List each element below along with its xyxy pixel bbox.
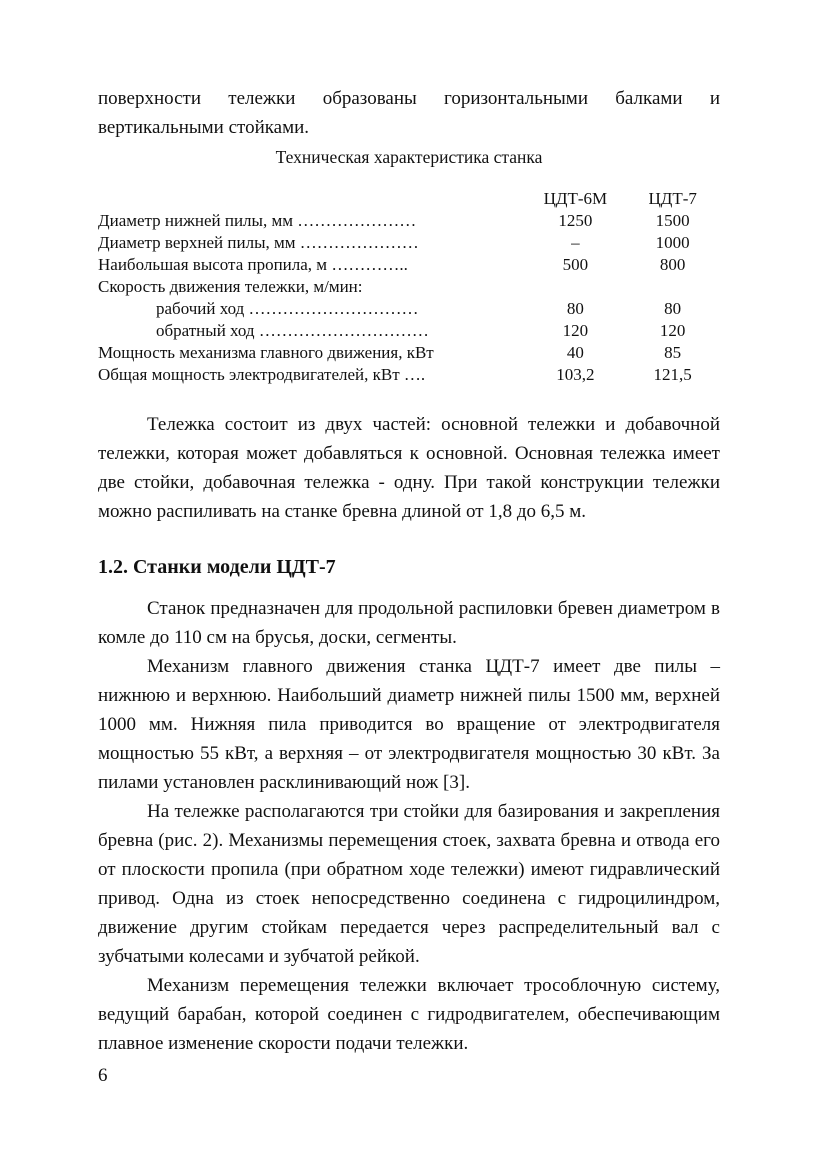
row-value-b: 1000 [655,233,690,252]
page-number: 6 [98,1065,108,1086]
row-value-a: 103,2 [556,365,595,384]
row-value-a: 500 [562,255,589,274]
intro-paragraph: поверхности тележки образованы горизонтальными балками и вертикальными стойками. [98,88,720,138]
table-row [98,210,720,232]
row-value-a: 80 [566,299,584,318]
row-label: Мощность механизма главного движения, кВт [98,343,434,362]
spec-table [98,188,720,386]
row-label: Скорость движения тележки, м/мин: [98,277,363,296]
row-value-b: 120 [659,321,686,340]
row-label: обратный ход ………………………… [156,321,429,340]
col-header-cdt7: ЦДТ-7 [648,189,697,208]
section-paragraph: На тележке располагаются три стойки для базирования и закрепления бревна (рис. 2). Механизмы перемещения стоек, захвата бревна и отвода его от плоскости пропила (при обратном ходе тележки) имеют гидравлический привод. Одна из стоек непосредственно соединена с гидроцилиндром, движение другим стойкам передается через распределительный вал с зубчатыми колесами и зубчатой рейкой. [98,801,720,967]
row-value-a [525,276,625,298]
table-row [98,298,720,320]
row-label: Общая мощность электродвигателей, кВт …. [98,365,426,384]
table-caption: Техническая характеристика станка [275,147,543,167]
page-body [98,84,720,1058]
row-value-b: 80 [664,299,682,318]
row-value-b: 85 [664,343,682,362]
row-value-a: 120 [562,321,589,340]
row-value-b: 121,5 [653,365,692,384]
row-label: рабочий ход ………………………… [156,299,419,318]
row-value-a: 40 [566,343,584,362]
row-label: Наибольшая высота пропила, м ………….. [98,255,408,274]
row-value-b [625,276,720,298]
section-heading: 1.2. Станки модели ЦДТ-7 [98,556,336,578]
col-header-cdt6m: ЦДТ-6М [543,189,608,208]
row-value-b: 800 [659,255,686,274]
section-paragraph: Станок предназначен для продольной распиловки бревен диаметром в комле до 110 см на брусья, доски, сегменты. [98,598,720,648]
table-row [98,342,720,364]
table-row [98,320,720,342]
table-header-row [98,188,720,210]
section-paragraph: Механизм главного движения станка ЦДТ-7 имеет две пилы – нижнюю и верхнюю. Наибольший диаметр нижней пилы 1500 мм, верхней 1000 мм. Нижняя пила приводится во вращение от электродвигателя мощностью 55 кВт, а верхняя – от электродвигателя мощностью 30 кВт. За пилами установлен расклинивающий нож [3]. [98,656,720,793]
row-value-a: – [571,233,580,252]
table-row [98,364,720,386]
table-row [98,232,720,254]
table-row [98,276,720,298]
row-value-a: 1250 [558,211,593,230]
table-row [98,254,720,276]
section-paragraph: Механизм перемещения тележки включает трособлочную систему, ведущий барабан, которой соединен с гидродвигателем, обеспечивающим плавное изменение скорости подачи тележки. [98,975,720,1054]
row-value-b: 1500 [655,211,690,230]
row-label: Диаметр нижней пилы, мм ………………… [98,211,417,230]
cart-paragraph: Тележка состоит из двух частей: основной тележки и добавочной тележки, которая может добавляться к основной. Основная тележка имеет две стойки, добавочная тележка - одну. При такой конструкции тележки можно распиливать на станке бревна длиной от 1,8 до 6,5 м. [98,414,720,522]
row-label: Диаметр верхней пилы, мм ………………… [98,233,419,252]
